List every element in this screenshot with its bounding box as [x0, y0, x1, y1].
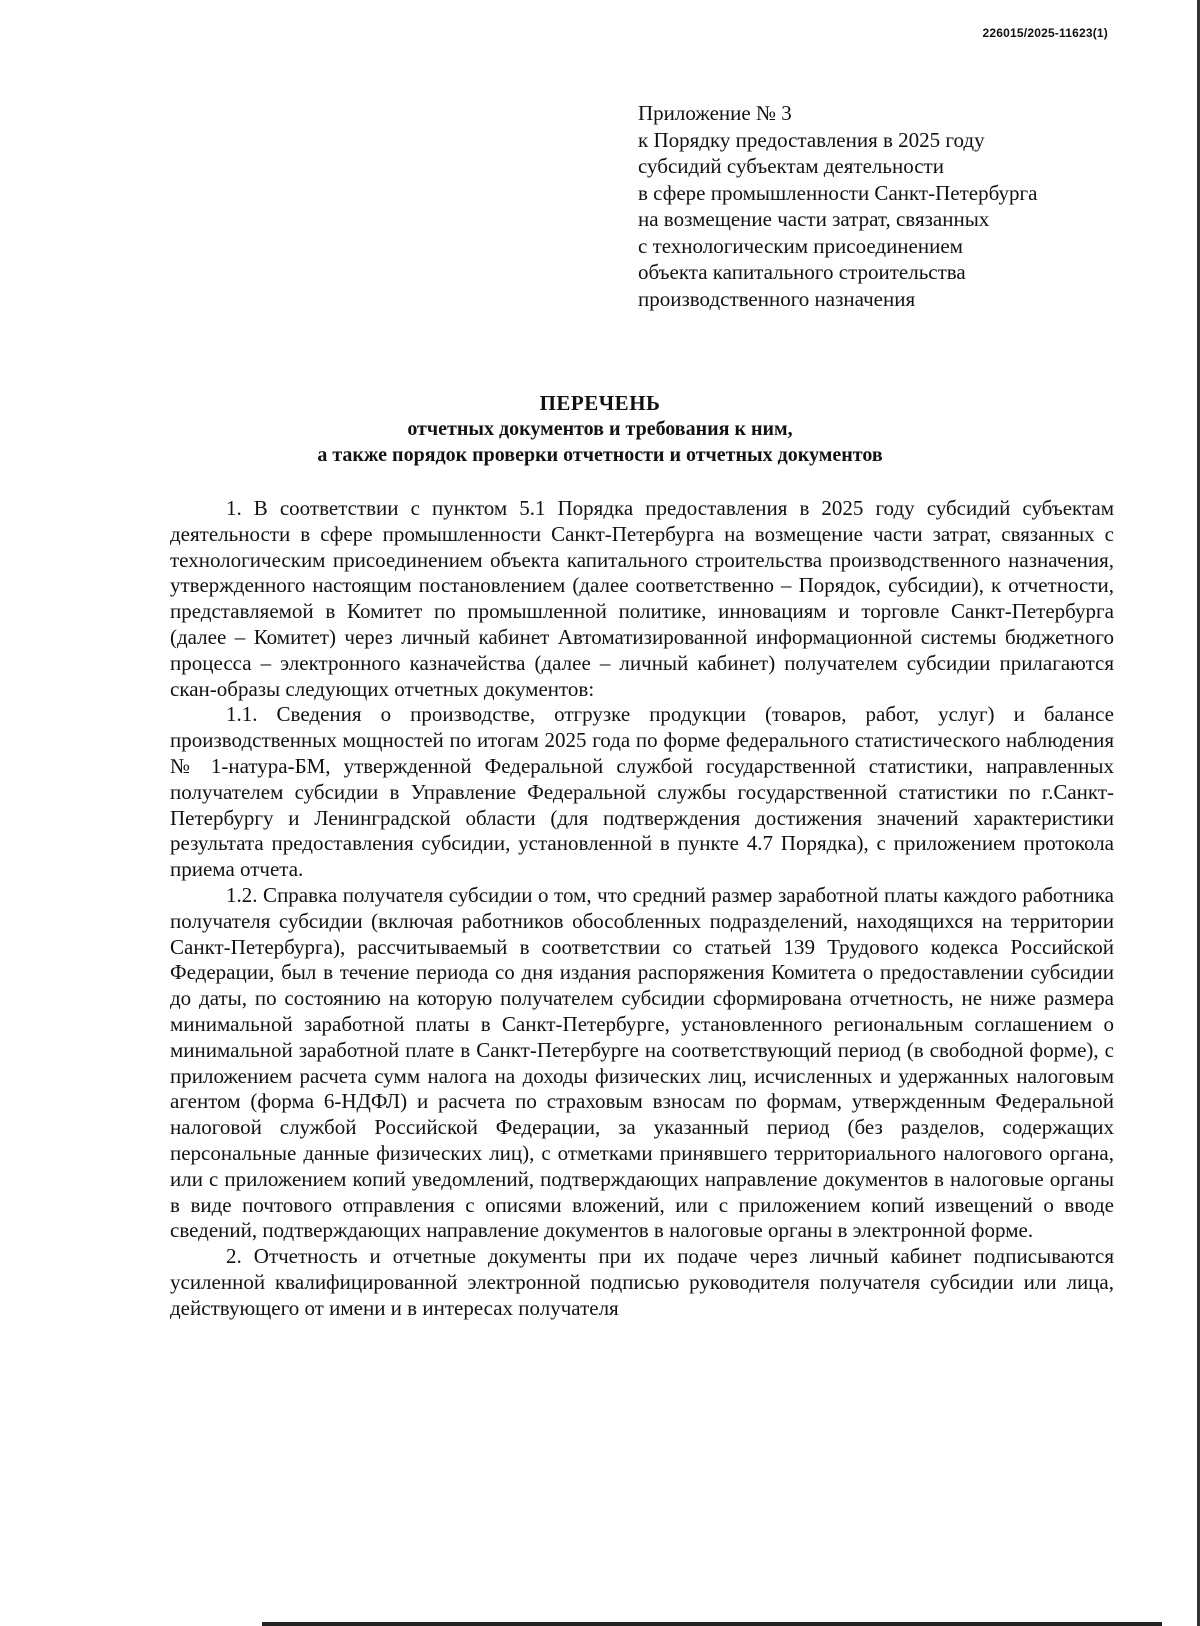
- document-title: [130, 390, 1070, 468]
- appendix-line: в сфере промышленности Санкт-Петербурга: [638, 180, 1038, 205]
- appendix-line: к Порядку предоставления в 2025 году: [638, 127, 985, 152]
- title-subtitle-2: а также порядок проверки отчетности и отчетных документов: [317, 444, 883, 466]
- document-body: [170, 496, 1114, 1322]
- paragraph-1: 1. В соответствии с пунктом 5.1 Порядка предоставления в 2025 году субсидий субъектам деятельности в сфере промышленности Санкт-Петербурга на возмещение части затрат, связанных с технологическим присоединением объекта капитального строительства производственного назначения, утвержденного настоящим постановлением (далее соответственно – Порядок, субсидии), к отчетности, представляемой в Комитет по промышленной политике, инновациям и торговле Санкт-Петербурга (далее – Комитет) через личный кабинет Автоматизированной информационной системы бюджетного процесса – электронного казначейства (далее – личный кабинет) получателем субсидии прилагаются скан-образы следующих отчетных документов:: [170, 496, 1114, 701]
- appendix-line: Приложение № 3: [638, 101, 792, 125]
- appendix-line: производственного назначения: [638, 286, 916, 311]
- appendix-line: субсидий субъектам деятельности: [638, 154, 944, 178]
- title-main: ПЕРЕЧЕНЬ: [539, 391, 661, 415]
- appendix-header: [638, 100, 1158, 312]
- scan-border-bottom: [262, 1622, 1162, 1626]
- appendix-line: с технологическим присоединением: [638, 233, 963, 258]
- appendix-line: объекта капитального строительства: [638, 260, 966, 284]
- title-subtitle-1: отчетных документов и требования к ним,: [407, 418, 793, 440]
- paragraph-1-1: 1.1. Сведения о производстве, отгрузке продукции (товаров, работ, услуг) и балансе производственных мощностей по итогам 2025 года по форме федерального статистического наблюдения № 1-натура-БМ, утвержденной Федеральной службой государственной статистики, направленных получателем субсидии в Управление Федеральной службы государственной статистики по г.Санкт-Петербургу и Ленинградской области (для подтверждения достижения значений характеристики результата предоставления субсидии, установленной в пункте 4.7 Порядка), с приложением протокола приема отчета.: [170, 702, 1114, 882]
- paragraph-1-2: 1.2. Справка получателя субсидии о том, что средний размер заработной платы каждого работника получателя субсидии (включая работников обособленных подразделений, находящихся на территории Санкт-Петербурга), рассчитываемый в соответствии со статьей 139 Трудового кодекса Российской Федерации, был в течение периода со дня издания распоряжения Комитета о предоставлении субсидии до даты, по состоянию на которую получателем субсидии сформирована отчетность, не ниже размера минимальной заработной платы в Санкт-Петербурге, установленного региональным соглашением о минимальной заработной плате в Санкт-Петербурге на соответствующий период (в свободной форме), с приложением расчета сумм налога на доходы физических лиц, исчисленных и удержанных налоговым агентом (форма 6-НДФЛ) и расчета по страховым взносам по формам, утвержденным Федеральной налоговой службой Российской Федерации, за указанный период (без разделов, содержащих персональные данные физических лиц), с отметками принявшего территориального налогового органа, или с приложением копий уведомлений, подтверждающих направление документов в налоговые органы в виде почтового отправления с описями вложений, или с приложением копий извещений о вводе сведений, подтверждающих направление документов в налоговые органы в электронной форме.: [170, 882, 1114, 1243]
- paragraph-2: 2. Отчетность и отчетные документы при их подаче через личный кабинет подписываются усиленной квалифицированной электронной подписью руководителя получателя субсидии или лица, действующего от имени и в интересах получателя: [170, 1244, 1114, 1320]
- appendix-line: на возмещение части затрат, связанных: [638, 207, 990, 231]
- registration-number: 226015/2025-11623(1): [982, 26, 1108, 40]
